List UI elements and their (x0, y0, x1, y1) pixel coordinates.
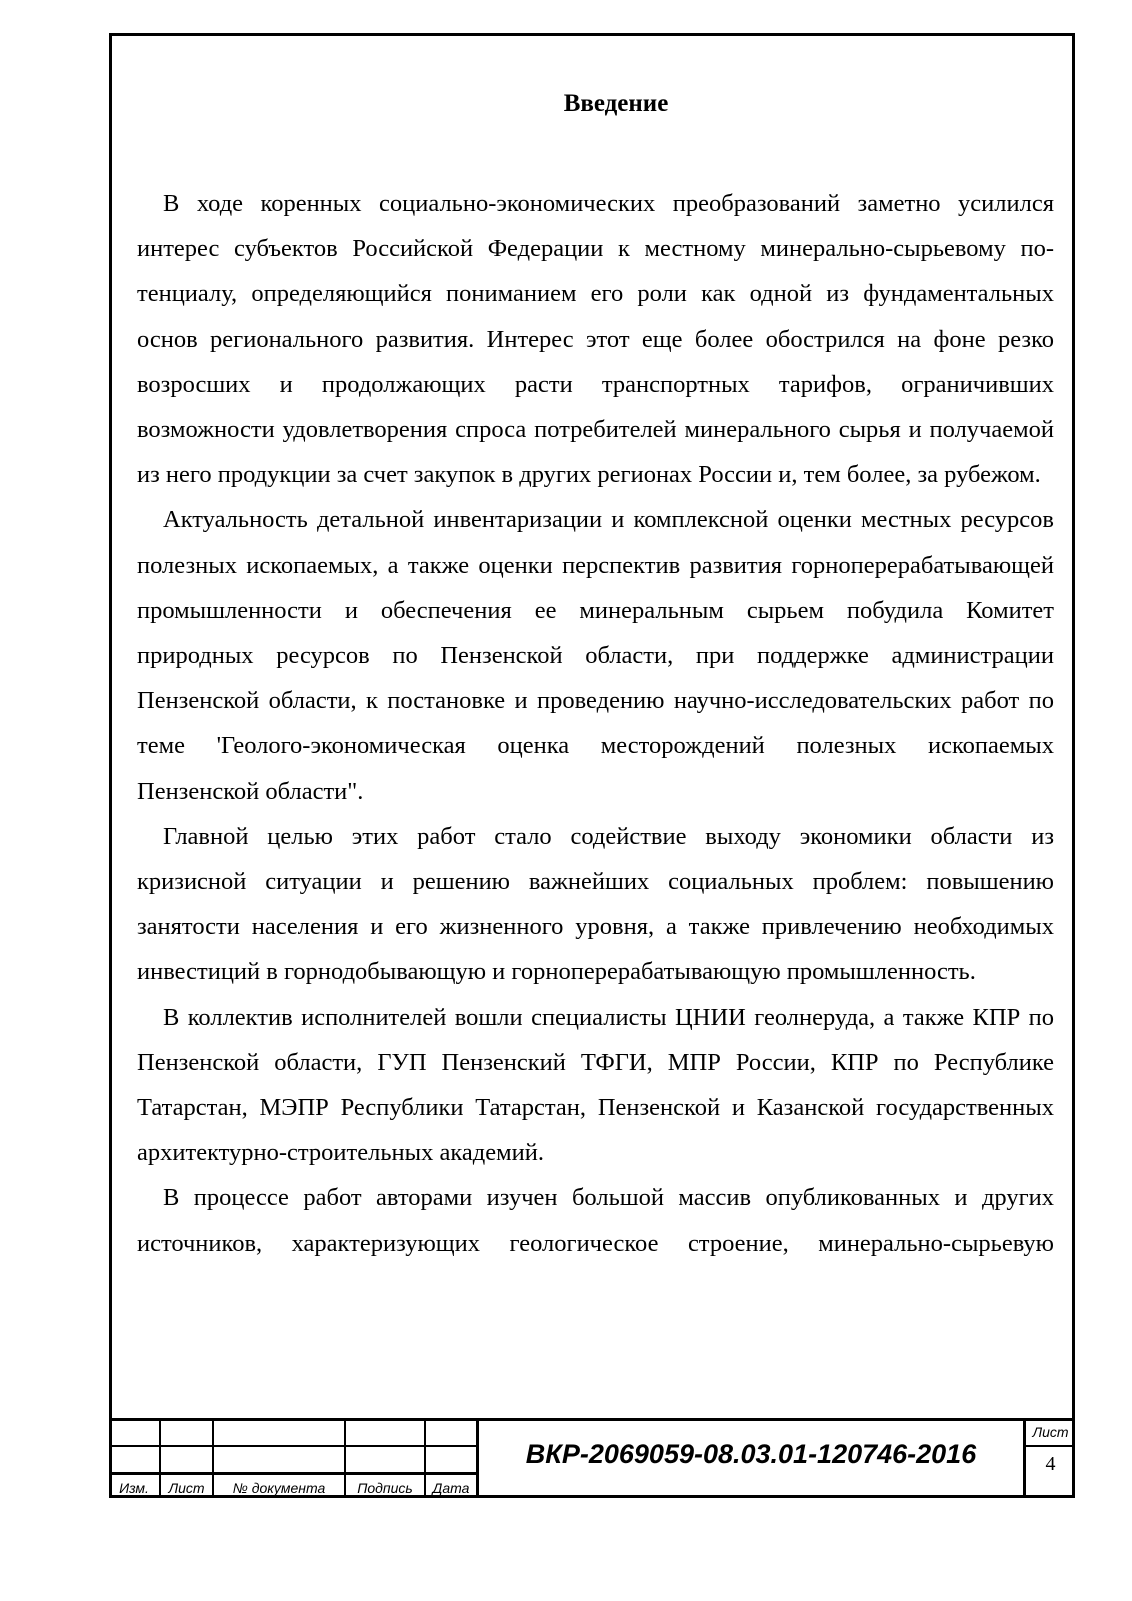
document-code: ВКР-2069059-08.03.01-120746-2016 (525, 1439, 977, 1469)
paragraph-1: В ходе коренных социально-экономических преобразований заметно усилился интерес субъектов Российской Федерации к местному минерально-сырьевому потенциалу, определяющийся пониманием его роли как одной из фундаментальных основ регионального развития. Интерес этот еще более обострился на фоне резко возросших и продолжающих расти транспортных тарифов, ограничивших возможности удовлетворения спроса потребителей минерального сырья и получаемой из него продукции за счет закупок в других регионах России и, тем более, за рубежом. (137, 190, 1054, 489)
stamp-row-line (1023, 1445, 1075, 1447)
sheet-label: Лист (1032, 1424, 1069, 1440)
title-block-stamp (109, 1418, 1075, 1498)
sheet-number: 4 (1045, 1453, 1056, 1475)
stamp-row-line (109, 1472, 476, 1475)
page-title: Введение (563, 90, 669, 117)
body-text (137, 181, 1054, 1266)
stamp-label-change: Изм. (119, 1480, 149, 1496)
stamp-label-sheet: Лист (168, 1480, 205, 1496)
stamp-label-date: Дата (432, 1480, 470, 1496)
paragraph-3: Главной целью этих работ стало содействие выходу экономики области из кризисной ситуации и решению важнейших социальных проблем: повышению занятости населения и его жизненного уровня, а также привлечению необходимых инвестиций в горнодобывающую и горноперерабатывающую промышленность. (137, 822, 1054, 986)
paragraph-2: Актуальность детальной инвентаризации и комплексной оценки местных ресурсов полезных ископаемых, а также оценки перспектив развития горноперерабатывающей промышленности и обеспечения ее минеральным сырьем побудила Комитет природных ресурсов по Пензенской области, при поддержке администрации Пензенской области, к постановке и проведению научно-исследовательских работ по теме 'Геолого-экономическая оценка месторождений полезных ископаемых Пензенской области". (137, 506, 1054, 805)
stamp-label-document: № документа (232, 1480, 326, 1496)
stamp-row-line (109, 1445, 476, 1447)
paragraph-5: В процессе работ авторами изучен большой массив опубликованных и других источников, характеризующих геологическое строение, минерально-сырьевую (137, 1184, 1054, 1257)
paragraph-4: В коллектив исполнителей вошли специалисты ЦНИИ геолнеруда, а также КПР по Пензенской области, ГУП Пензенский ТФГИ, МПР России, КПР по Республике Татарстан, МЭПР Республики Татарстан, Пензенской и Казанской государственных архитектурно-строительных академий. (137, 1003, 1054, 1167)
stamp-label-signature: Подпись (357, 1480, 413, 1496)
stamp-divider (476, 1421, 479, 1498)
